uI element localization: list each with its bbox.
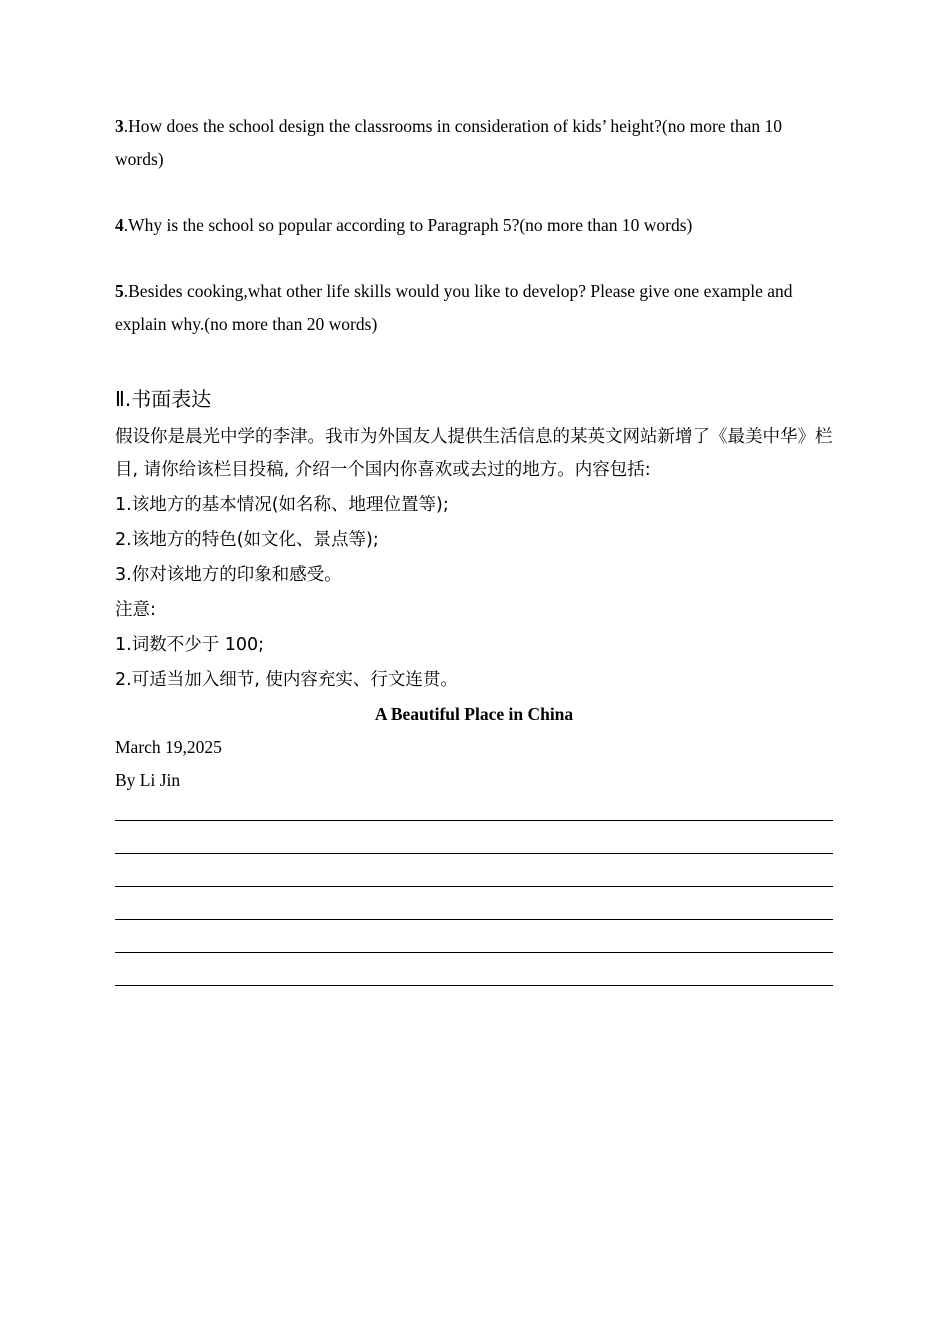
question-number: 4 bbox=[115, 215, 124, 235]
note-item-1: 1.词数不少于 100; bbox=[115, 635, 265, 655]
prompt-item-1: 1.该地方的基本情况(如名称、地理位置等); bbox=[115, 495, 449, 515]
essay-title: A Beautiful Place in China bbox=[374, 704, 574, 724]
note-item-2: 2.可适当加入细节, 使内容充实、行文连贯。 bbox=[115, 670, 458, 690]
prompt-item-2: 2.该地方的特色(如文化、景点等); bbox=[115, 530, 379, 550]
prompt-intro: 假设你是晨光中学的李津。我市为外国友人提供生活信息的某英文网站新增了《最美中华》栏目, 请你给该栏目投稿, 介绍一个国内你喜欢或去过的地方。内容包括: bbox=[115, 427, 833, 480]
question-number: 3 bbox=[115, 116, 124, 136]
question-4 bbox=[115, 209, 833, 242]
prompt-item-3: 3.你对该地方的印象和感受。 bbox=[115, 565, 342, 585]
section-title: Ⅱ.书面表达 bbox=[115, 387, 212, 411]
question-text: .Why is the school so popular according to Paragraph 5?(no more than 10 words) bbox=[123, 215, 693, 235]
question-text: .Besides cooking,what other life skills would you like to develop? Please give one example and explain why.(no more than 20 words) bbox=[115, 281, 793, 334]
writing-line[interactable] bbox=[115, 886, 833, 887]
essay-date: March 19,2025 bbox=[115, 737, 222, 757]
question-text: .How does the school design the classrooms in consideration of kids’ height?(no more than 10 words) bbox=[115, 116, 782, 169]
writing-line[interactable] bbox=[115, 952, 833, 953]
note-label: 注意: bbox=[115, 600, 156, 620]
writing-line[interactable] bbox=[115, 820, 833, 821]
writing-line[interactable] bbox=[115, 853, 833, 854]
writing-line[interactable] bbox=[115, 985, 833, 986]
question-number: 5 bbox=[115, 281, 124, 301]
essay-byline: By Li Jin bbox=[115, 770, 181, 790]
question-3 bbox=[115, 110, 833, 176]
writing-line[interactable] bbox=[115, 919, 833, 920]
question-5 bbox=[115, 275, 833, 341]
